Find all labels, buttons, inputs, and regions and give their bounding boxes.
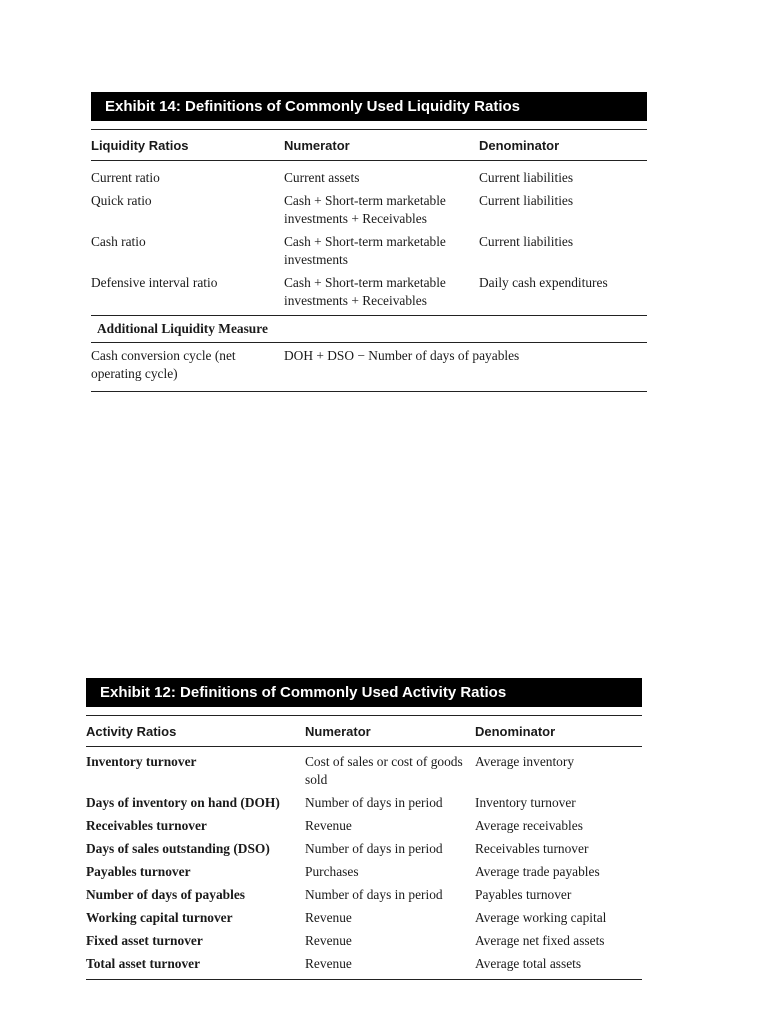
table-row xyxy=(86,909,642,932)
ratio-name: Quick ratio xyxy=(91,193,152,208)
ratio-denominator: Receivables turnover xyxy=(475,841,589,856)
measure-name: Cash conversion cycle (net operating cycle) xyxy=(91,343,284,392)
ratio-name: Inventory turnover xyxy=(86,754,197,769)
ratio-denominator: Average receivables xyxy=(475,818,583,833)
ratio-numerator: Cash + Short-term marketable investments + Receivables xyxy=(284,275,446,308)
ratio-numerator: Current assets xyxy=(284,170,360,185)
exhibit-12-title: Exhibit 12: Definitions of Commonly Used Activity Ratios xyxy=(86,678,642,707)
ratio-numerator: Purchases xyxy=(305,864,359,879)
ratio-name: Fixed asset turnover xyxy=(86,933,203,948)
ratio-name: Days of inventory on hand (DOH) xyxy=(86,795,280,810)
ratio-numerator: Cost of sales or cost of goods sold xyxy=(305,754,463,787)
section-title-additional-liquidity-measure: Additional Liquidity Measure xyxy=(91,316,647,343)
table-row xyxy=(86,794,642,817)
ratio-name: Payables turnover xyxy=(86,864,191,879)
table-row xyxy=(91,161,647,193)
table-row xyxy=(86,863,642,886)
measure-definition: DOH + DSO − Number of days of payables xyxy=(284,343,647,392)
ratio-name: Total asset turnover xyxy=(86,955,305,980)
ratio-numerator: Revenue xyxy=(305,933,352,948)
ratio-numerator: Revenue xyxy=(305,910,352,925)
ratio-name: Days of sales outstanding (DSO) xyxy=(86,841,270,856)
ratio-numerator: Revenue xyxy=(305,818,352,833)
ratio-name: Defensive interval ratio xyxy=(91,275,218,290)
ratio-numerator: Cash + Short-term marketable investments xyxy=(284,234,446,267)
column-header-denominator: Denominator xyxy=(475,716,642,747)
ratio-numerator: Number of days in period xyxy=(305,795,443,810)
table-row xyxy=(91,343,647,392)
table-row xyxy=(86,886,642,909)
ratio-denominator: Payables turnover xyxy=(475,887,572,902)
ratio-name: Cash ratio xyxy=(91,234,146,249)
ratio-denominator: Current liabilities xyxy=(479,170,574,185)
ratio-numerator: Cash + Short-term marketable investments + Receivables xyxy=(284,193,446,226)
ratio-denominator: Average trade payables xyxy=(475,864,600,879)
ratio-denominator: Average working capital xyxy=(475,910,607,925)
column-header-numerator: Numerator xyxy=(305,716,475,747)
table-row xyxy=(91,274,647,316)
table-row xyxy=(86,817,642,840)
ratio-denominator: Average net fixed assets xyxy=(475,933,605,948)
column-header-liquidity-ratios: Liquidity Ratios xyxy=(91,130,284,161)
ratio-name: Current ratio xyxy=(91,170,160,185)
ratio-denominator: Inventory turnover xyxy=(475,795,576,810)
table-row xyxy=(91,233,647,274)
ratio-numerator: Number of days in period xyxy=(305,887,443,902)
table-row xyxy=(86,932,642,955)
table-row xyxy=(86,840,642,863)
table-row xyxy=(86,955,642,980)
ratio-name: Number of days of payables xyxy=(86,887,245,902)
column-header-activity-ratios: Activity Ratios xyxy=(86,716,305,747)
ratio-numerator: Number of days in period xyxy=(305,841,443,856)
table-header-row xyxy=(91,130,647,161)
table-row xyxy=(91,192,647,233)
column-header-numerator: Numerator xyxy=(284,130,479,161)
ratio-name: Working capital turnover xyxy=(86,910,233,925)
ratio-denominator: Current liabilities xyxy=(479,193,574,208)
table-header-row xyxy=(86,716,642,747)
ratio-name: Receivables turnover xyxy=(86,818,207,833)
table-row xyxy=(86,747,642,795)
ratio-denominator: Average inventory xyxy=(475,754,575,769)
exhibit-14-liquidity-ratios xyxy=(91,92,647,392)
column-header-denominator: Denominator xyxy=(479,130,647,161)
liquidity-ratios-table xyxy=(91,129,647,392)
ratio-numerator: Revenue xyxy=(305,955,475,980)
ratio-denominator: Current liabilities xyxy=(479,234,574,249)
activity-ratios-table xyxy=(86,715,642,980)
ratio-denominator: Daily cash expenditures xyxy=(479,275,608,290)
section-header-row xyxy=(91,316,647,343)
ratio-denominator: Average total assets xyxy=(475,955,642,980)
exhibit-14-title: Exhibit 14: Definitions of Commonly Used Liquidity Ratios xyxy=(91,92,647,121)
exhibit-12-activity-ratios xyxy=(86,678,642,980)
